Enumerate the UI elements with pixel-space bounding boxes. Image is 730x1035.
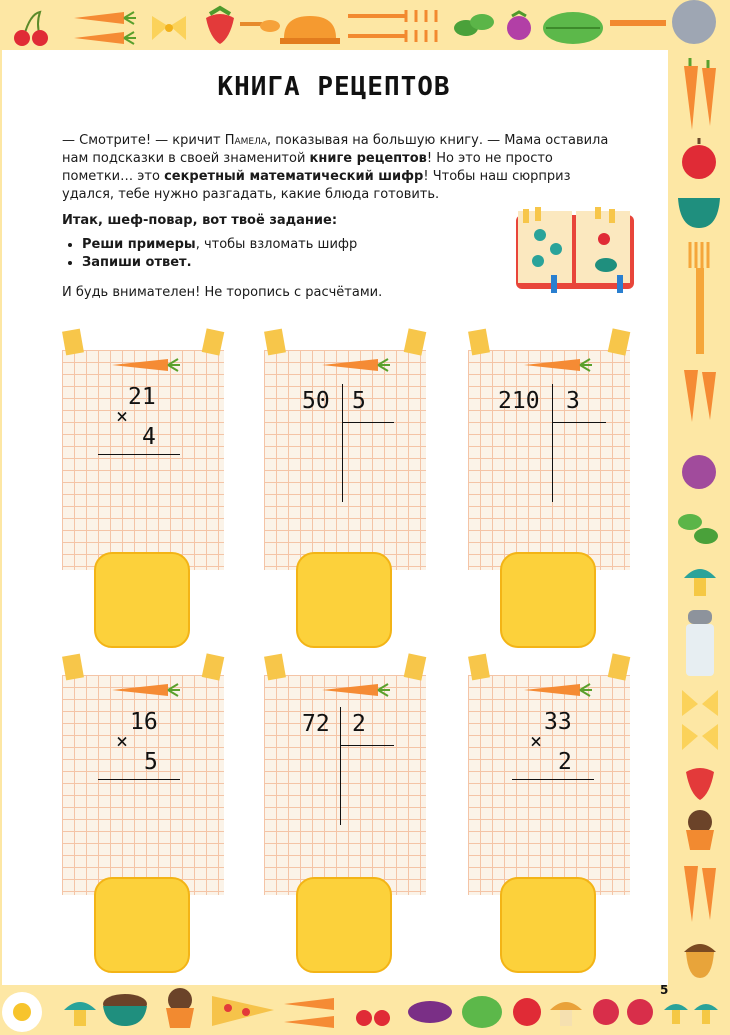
factor-bottom: 5 bbox=[144, 749, 158, 775]
division-bracket bbox=[342, 384, 343, 502]
division-bracket bbox=[552, 422, 606, 423]
factor-bottom: 4 bbox=[142, 424, 156, 450]
problem-card bbox=[62, 330, 224, 570]
carrots-icon bbox=[678, 362, 722, 426]
factor-bottom: 2 bbox=[558, 749, 572, 775]
pan-icon bbox=[240, 14, 280, 40]
carrot-icon bbox=[110, 357, 184, 373]
pasta-bow-icon bbox=[150, 12, 190, 46]
eggplant-icon bbox=[404, 996, 454, 1026]
cherries-icon bbox=[350, 988, 396, 1030]
grid-paper bbox=[468, 675, 630, 895]
page-number: 5 bbox=[660, 983, 669, 997]
carrots-icon bbox=[280, 994, 346, 1030]
intro-bold: секретный математический шифр bbox=[164, 169, 424, 184]
left-border bbox=[0, 50, 2, 985]
grid-paper bbox=[264, 350, 426, 570]
dividend: 210 bbox=[498, 388, 540, 414]
tape bbox=[468, 329, 490, 356]
apple-icon bbox=[678, 136, 720, 180]
task-block bbox=[62, 212, 482, 302]
tape bbox=[62, 329, 84, 356]
divisor: 5 bbox=[352, 388, 366, 414]
grid-paper bbox=[62, 675, 224, 895]
mushroom-icon bbox=[680, 560, 720, 600]
task-heading: Итак, шеф-повар, вот твоё задание: bbox=[62, 213, 338, 228]
tape bbox=[264, 654, 286, 681]
fork-icon bbox=[684, 238, 716, 358]
answer-box[interactable] bbox=[500, 552, 596, 648]
problem-card bbox=[62, 655, 224, 895]
problem-card bbox=[264, 655, 426, 895]
lettuce-icon bbox=[460, 990, 504, 1030]
answer-box[interactable] bbox=[296, 552, 392, 648]
factor-top: 16 bbox=[130, 709, 158, 735]
egg-icon bbox=[0, 988, 44, 1032]
dividend: 72 bbox=[302, 711, 330, 737]
basil-icon bbox=[676, 500, 720, 558]
divisor: 3 bbox=[566, 388, 580, 414]
answer-box[interactable] bbox=[296, 877, 392, 973]
division-bracket bbox=[342, 422, 394, 423]
intro-text: — Смотрите! — кричит bbox=[62, 133, 225, 148]
intro-text: , показывая на большую книгу. — Мама оставила нам подсказки в своей знаменитой bbox=[62, 133, 609, 166]
problem-card bbox=[468, 655, 630, 895]
problem-card bbox=[264, 330, 426, 570]
carrot-icon bbox=[320, 682, 394, 698]
grid-paper bbox=[468, 350, 630, 570]
problem-card bbox=[468, 330, 630, 570]
pot-icon bbox=[280, 8, 340, 48]
forks-icon bbox=[346, 8, 438, 44]
answer-box[interactable] bbox=[94, 552, 190, 648]
raspberry-icon bbox=[504, 10, 534, 44]
carrot-icon bbox=[70, 8, 140, 28]
intro-bold: книге рецептов bbox=[309, 151, 427, 166]
result-line bbox=[98, 779, 180, 780]
multiply-sign: × bbox=[116, 729, 129, 753]
division-bracket bbox=[340, 707, 341, 825]
cherries-icon bbox=[8, 8, 54, 48]
multiply-sign: × bbox=[530, 729, 543, 753]
list-item-bold: Запиши ответ. bbox=[82, 255, 192, 270]
carrot-icon bbox=[110, 682, 184, 698]
colander-icon bbox=[610, 0, 720, 48]
tomato-icon bbox=[510, 992, 544, 1028]
answer-box[interactable] bbox=[500, 877, 596, 973]
list-item bbox=[82, 254, 482, 272]
intro-text: ! Чтобы наш сюрприз удался, тебе нужно разгадать, какие блюда готовить. bbox=[62, 169, 571, 202]
grid-paper bbox=[62, 350, 224, 570]
strawberry-icon bbox=[680, 760, 720, 802]
carrot-icon bbox=[320, 357, 394, 373]
task-final-note: И будь внимателен! Не торопись с расчётами. bbox=[62, 285, 383, 300]
intro-paragraph bbox=[62, 132, 622, 204]
factor-top: 33 bbox=[544, 709, 572, 735]
result-line bbox=[512, 779, 594, 780]
tape bbox=[468, 654, 490, 681]
acorn-icon bbox=[680, 936, 720, 980]
bowl-icon bbox=[676, 194, 722, 230]
result-line bbox=[98, 454, 180, 455]
division-bracket bbox=[340, 745, 394, 746]
carrots-icon bbox=[678, 56, 722, 136]
raspberries-icon bbox=[590, 988, 660, 1030]
carrot-icon bbox=[522, 682, 596, 698]
task-list bbox=[62, 236, 482, 272]
salt-shaker-icon bbox=[682, 610, 718, 678]
bowl-icon bbox=[100, 990, 150, 1030]
multiply-sign: × bbox=[116, 404, 129, 428]
list-item bbox=[82, 236, 482, 254]
carrot-icon bbox=[70, 28, 140, 48]
mint-leaves-icon bbox=[452, 6, 496, 46]
onion-icon bbox=[678, 448, 720, 490]
cupcake-icon bbox=[160, 986, 200, 1030]
pasta-bow-icon bbox=[680, 686, 720, 756]
tape bbox=[264, 329, 286, 356]
lettuce-icon bbox=[540, 6, 606, 46]
answer-box[interactable] bbox=[94, 877, 190, 973]
recipe-book-icon bbox=[508, 205, 640, 297]
dividend: 50 bbox=[302, 388, 330, 414]
list-item-text: , чтобы взломать шифр bbox=[195, 237, 358, 252]
carrots-icon bbox=[678, 858, 722, 928]
mushroom-icon bbox=[548, 994, 584, 1030]
strawberry-icon bbox=[200, 4, 240, 46]
page-title: КНИГА РЕЦЕПТОВ bbox=[217, 72, 451, 102]
division-bracket bbox=[552, 384, 553, 502]
cupcake-icon bbox=[680, 808, 720, 852]
grid-paper bbox=[264, 675, 426, 895]
character-name: Памела bbox=[224, 133, 267, 148]
factor-top: 21 bbox=[128, 384, 156, 410]
carrot-icon bbox=[522, 357, 596, 373]
pizza-slice-icon bbox=[210, 990, 276, 1030]
divisor: 2 bbox=[352, 711, 366, 737]
list-item-bold: Реши примеры bbox=[82, 237, 196, 252]
mushrooms-icon bbox=[662, 994, 722, 1030]
tape bbox=[62, 654, 84, 681]
intro-text: ! Но это не просто пометки… это bbox=[62, 151, 553, 184]
mushroom-icon bbox=[62, 994, 98, 1030]
